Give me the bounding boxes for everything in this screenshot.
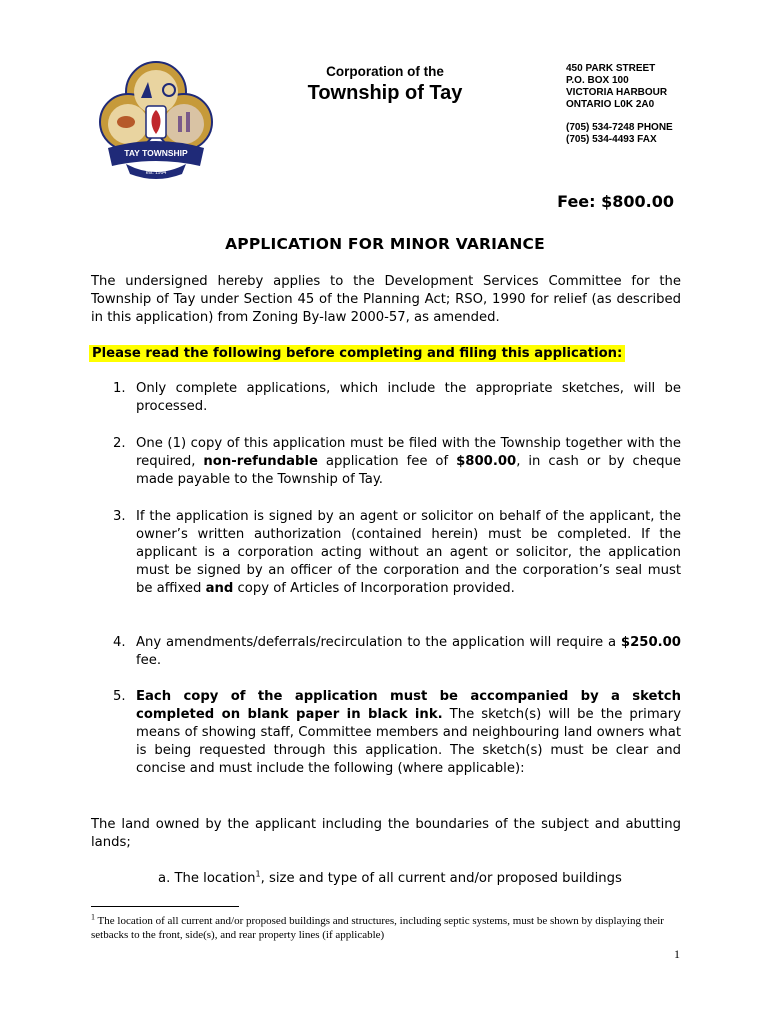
address-line: ONTARIO L0K 2A0 xyxy=(566,99,655,110)
item-number: 4. xyxy=(113,635,126,650)
township-logo xyxy=(96,60,216,184)
list-item xyxy=(113,380,681,416)
phone-numbers xyxy=(566,122,673,146)
fax-line: (705) 534-4493 FAX xyxy=(566,134,657,145)
application-fee: Fee: $800.00 xyxy=(557,192,674,211)
logo-emblem xyxy=(100,62,212,179)
item-number: 1. xyxy=(113,381,126,396)
land-paragraph: The land owned by the applicant including the boundaries of the subject and abutting lands; xyxy=(91,817,681,850)
page-title: APPLICATION FOR MINOR VARIANCE xyxy=(225,235,545,253)
item-number: 5. xyxy=(113,689,126,704)
item-text: Each copy of the application must be accompanied by a sketch completed on blank paper in black ink. The sketch(s) will be the primary means of showing staff, Committee members and neighbouring land owners what is being requested through this application. The sketch(s) must be clear and concise and must include the following (where applicable): xyxy=(136,689,681,776)
list-item xyxy=(113,508,681,598)
item-text: One (1) copy of this application must be filed with the Township together with the required, non-refundable application fee of $800.00, in cash or by cheque made payable to the Township of Tay. xyxy=(136,436,682,487)
footnote-marker: 1 xyxy=(91,912,95,922)
intro-paragraph: The undersigned hereby applies to the Development Services Committee for the Township of Tay under Section 45 of the Planning Act; RSO, 1990 for relief (as described in this application) from Zoning By-law 2000-57, as amended. xyxy=(91,274,681,325)
footnote: $^1$ The location of all current and/or proposed buildings and structures, including septic systems, must be shown by displaying their setbacks to the front, side(s), and rear property lines (if applicable) xyxy=(91,912,664,941)
address-line: 450 PARK STREET xyxy=(566,63,656,74)
amendment-fee: $250.00 xyxy=(620,635,681,650)
logo-est: est. 1994 xyxy=(145,170,167,176)
phone-line: (705) 534-7248 PHONE xyxy=(566,122,673,133)
sub-item-a: a. The location$^1$, size and type of all current and/or proposed buildings xyxy=(158,869,622,886)
notice-highlight: Please read the following before completing and filing this application: xyxy=(89,345,625,362)
list-item xyxy=(113,688,681,778)
footnote-ref[interactable]: 1 xyxy=(255,869,261,879)
fee-amount: $800.00 xyxy=(456,454,517,469)
logo-text: TAY TOWNSHIP xyxy=(124,148,188,158)
item-text: Any amendments/deferrals/recirculation to the application will require a $250.00 fee. xyxy=(136,635,681,668)
and-emphasis: and xyxy=(205,581,234,596)
mailing-address xyxy=(566,63,667,111)
address-line: VICTORIA HARBOUR xyxy=(566,87,668,98)
item-number: 3. xyxy=(113,509,126,524)
sketch-requirement: Each copy of the application must be accompanied by a sketch completed on blank paper in black ink. xyxy=(136,689,681,722)
footnote-divider xyxy=(91,906,239,907)
address-line: P.O. BOX 100 xyxy=(566,75,629,86)
page-number: 1 xyxy=(674,947,680,961)
list-item xyxy=(113,435,681,489)
non-refundable-emphasis: non-refundable xyxy=(203,454,318,469)
corporation-label: Corporation of the xyxy=(326,64,444,79)
item-number: 2. xyxy=(113,436,126,451)
township-name: Township of Tay xyxy=(307,82,463,104)
item-text: If the application is signed by an agent or solicitor on behalf of the applicant, the owner’s written authorization (contained herein) must be completed. If the applicant is a corporation acting without an agent or solicitor, the application must be signed by an officer of the corporation and the corporation’s seal must be affixed and copy of Articles of Incorporation provided. xyxy=(136,509,681,596)
item-text: Only complete applications, which include the appropriate sketches, will be processed. xyxy=(136,381,681,414)
list-item xyxy=(113,634,681,670)
